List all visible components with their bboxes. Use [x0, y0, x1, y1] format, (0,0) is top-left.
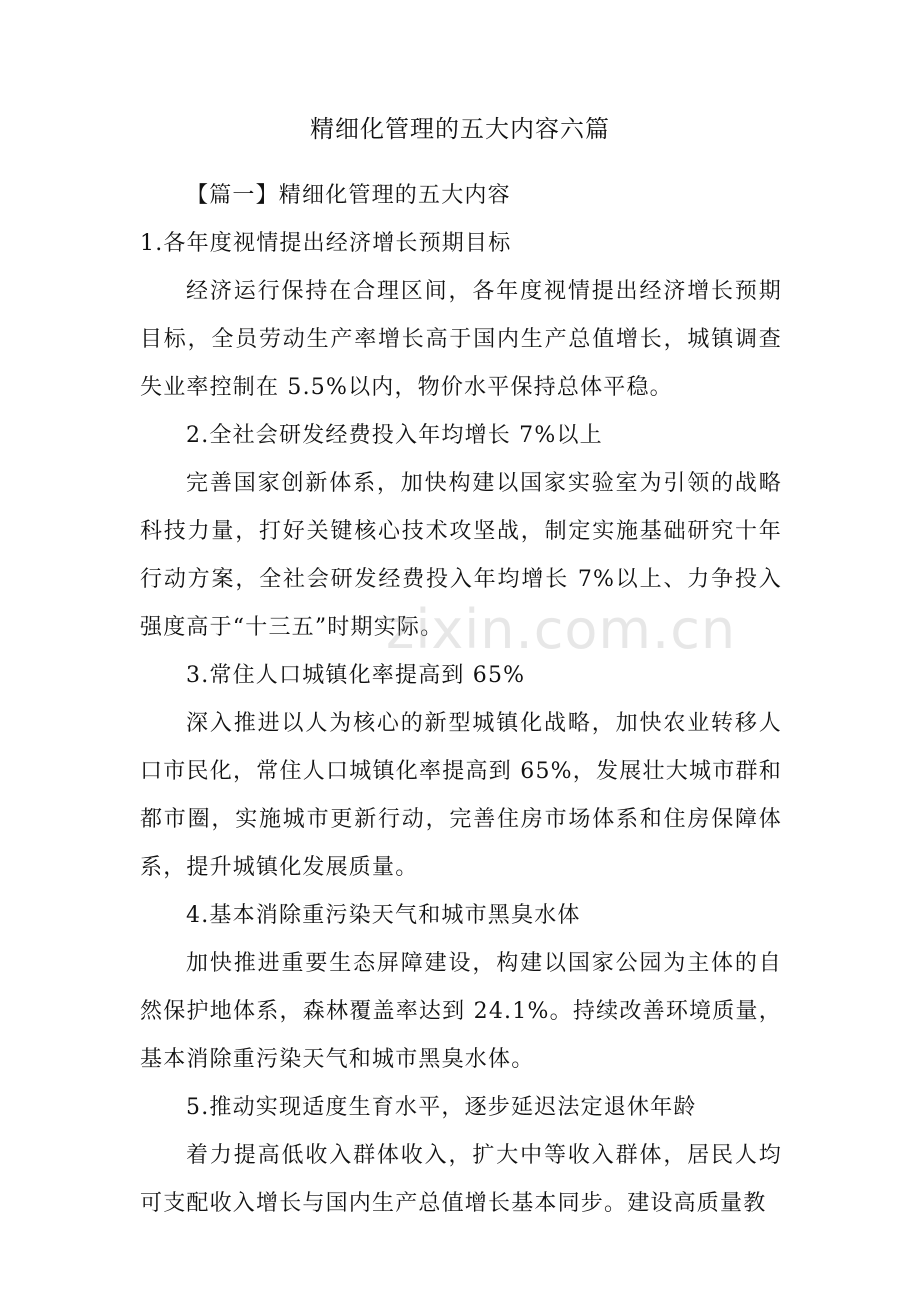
item-heading-5: 5.推动实现适度生育水平，逐步延迟法定退休年龄	[186, 1095, 697, 1120]
body-paragraph-1: 经济运行保持在合理区间，各年度视情提出经济增长预期目标，全员劳动生产率增长高于国内生产总值增长，城镇调查失业率控制在 5.5%以内，物价水平保持总体平稳。	[140, 279, 782, 400]
watermark-text: zixin.com.cn	[386, 598, 737, 661]
body-paragraph-3: 深入推进以人为核心的新型城镇化战略，加快农业转移人口市民化，常住人口城镇化率提高到 65%，发展壮大城市群和都市圈，实施城市更新行动，完善住房市场体系和住房保障体系，提升城镇化发展质量。	[140, 711, 782, 880]
document-title: 精细化管理的五大内容六篇	[310, 115, 610, 143]
item-heading-2: 2.全社会研发经费投入年均增长 7%以上	[186, 423, 603, 448]
body-paragraph-5: 着力提高低收入群体收入，扩大中等收入群体，居民人均可支配收入增长与国内生产总值增长基本同步。建设高质量教	[140, 1143, 782, 1216]
item-heading-3: 3.常住人口城镇化率提高到 65%	[186, 663, 526, 688]
item-heading-4: 4.基本消除重污染天气和城市黑臭水体	[186, 903, 581, 928]
body-paragraph-4: 加快推进重要生态屏障建设，构建以国家公园为主体的自然保护地体系，森林覆盖率达到 24.1%。持续改善环境质量，基本消除重污染天气和城市黑臭水体。	[140, 951, 782, 1072]
body-paragraph-2: 完善国家创新体系，加快构建以国家实验室为引领的战略科技力量，打好关键核心技术攻坚战，制定实施基础研究十年行动方案，全社会研发经费投入年均增长 7%以上、力争投入强度高于“十三五”时期实际。	[140, 471, 782, 640]
document-body	[140, 172, 782, 1228]
item-heading-1: 1.各年度视情提出经济增长预期目标	[140, 231, 512, 256]
section-heading: 【篇一】精细化管理的五大内容	[186, 183, 511, 208]
